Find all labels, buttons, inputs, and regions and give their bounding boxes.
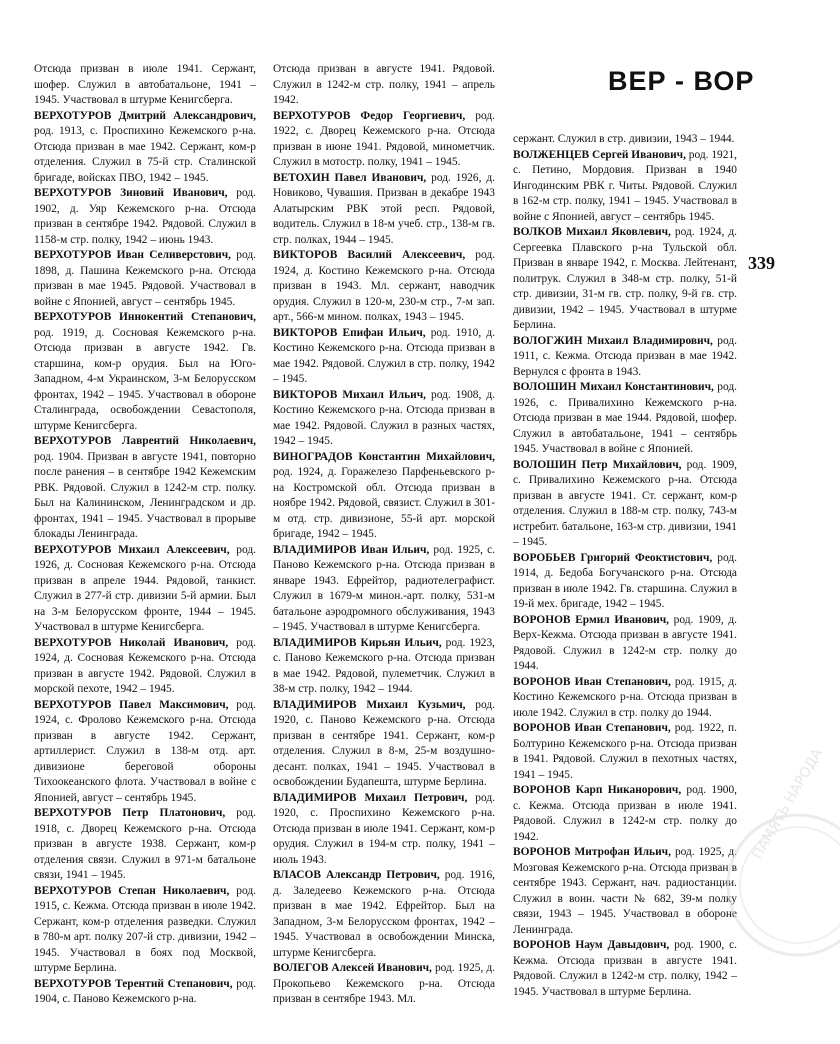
biography-text: сержант. Служил в стр. дивизии, 1943 – 1944. [513,133,735,145]
person-name: ВЕРХОТУРОВ Николай Иванович, [34,636,229,649]
person-name: ВОРОНОВ Иван Степанович, [513,722,671,734]
biography-entry [513,334,737,381]
biography-text: род. 1898, д. Пашина Кежемского р-на. Отсюда призван в мае 1945. Рядовой. Участвовал в войне с Японией, август – сентябрь 1945. [34,249,257,308]
biography-entry [513,845,737,938]
biography-entry [34,310,256,434]
person-name: ВИКТОРОВ Епифан Ильич, [273,326,426,339]
person-name: ВЛАДИМИРОВ Михаил Петрович, [273,791,468,804]
biography-entry [34,636,256,698]
biography-entry [34,543,256,636]
biography-text: род. 1921, с. Петино, Мордовия. Призван в 1940 Ингодинским РВК г. Читы. Рядовой. Служил в 162-м стр. полку, 1941 – 1945. Участвовал в войне с Японией, август – сентябрь 1945. [513,148,737,223]
biography-entry [513,675,737,722]
biography-text: род. 1924, д. Костино Кежемского р-на. Отсюда призван в 1943. Мл. сержант, наводчик орудия. Служил в 120-м, 230-м стр., 7-м зап. арт., 566-м мином. полках, 1943 – 1945. [273,249,495,323]
biography-text: род. 1925, д. Мозговая Кежемского р-на. Отсюда призван в сентябре 1943. Сержант, нач. радиостанции. Служил в воин. части № 682, 39-м полку связи, 1943 – 1945. Участвовал в обороне Ленинграда. [513,846,737,936]
biography-text: род. 1920, с. Проспихино Кежемского р-на. Отсюда призван в июле 1941. Сержант, ком-р орудия. Служил в 194-м стр. полку, 1941 – июль 1943. [273,791,495,866]
biography-entry [513,132,737,148]
biography-entry [34,109,256,187]
person-name: ВЕРХОТУРОВ Зиновий Иванович, [34,187,228,199]
biography-text: род. 1908, д. Костино Кежемского р-на. Отсюда призван в мае 1942. Рядовой. Служил в разных частях, 1942 – 1945. [273,388,495,447]
biography-text: род. 1915, с. Кежма. Отсюда призван в июле 1942. Сержант, ком-р отделения разведки. Служил в 780-м арт. полку 207-й стр. дивизии, 1942 – 1945. Участвовал в боях под Москвой, штурме Берлина. [34,884,256,974]
biography-entry [513,148,737,226]
biography-entry [273,171,495,249]
biography-entry [34,186,256,248]
person-name: ВОРОНОВ Ермил Иванович, [513,613,669,626]
person-name: ВЕРХОТУРОВ Федор Георгиевич, [273,109,466,122]
watermark-text: ПАМЯТЬ НАРОДА [749,746,826,862]
biography-text: род. 1911, с. Кежма. Отсюда призван в мае 1942. Вернулся с фронта в 1943. [513,334,737,378]
person-name: ВЛАДИМИРОВ Кирьян Ильич, [273,636,442,649]
person-name: ВЕРХОТУРОВ Лаврентий Николаевич, [34,435,256,447]
biography-entry [273,961,495,1008]
column-1 [34,62,256,1008]
person-name: ВОРОБЬЕВ Григорий Феоктистович, [513,551,713,564]
biography-entry [513,938,737,1000]
biography-text: род. 1924, д. Сосновая Кежемского р-на. Отсюда призван в августе 1942. Рядовой. Служил в морской пехоте, 1942 – 1945. [34,636,256,695]
biography-entry [513,551,737,613]
person-name: ВОЛОГЖИН Михаил Владимирович, [513,334,713,347]
column-2 [273,62,495,1008]
biography-text: род. 1910, д. Костино Кежемского р-на. Отсюда призван в мае 1942. Рядовой. Служил в стр. полку, 1942 – 1945. [273,326,495,385]
biography-text: род. 1922, п. Болтурино Кежемского р-на. Отсюда призван в 1941. Рядовой. Служил в пехотных частях, 1941 – 1945. [513,722,737,781]
biography-entry [273,109,495,171]
biography-text: род. 1923, с. Паново Кежемского р-на. Отсюда призван в мае 1942. Рядовой, пулеметчик. Служил в 38-м стр. полку, 1942 – 1944. [273,636,495,695]
biography-entry [34,698,256,807]
person-name: ВОРОНОВ Митрофан Ильич, [513,846,671,858]
biography-entry [273,450,495,543]
biography-text: род. 1900, с. Кежма. Отсюда призван в июле 1941. Рядовой. Служил в 1242-м стр. полку до 1942. [513,784,737,843]
biography-text: род. 1925, с. Паново Кежемского р-на. Отсюда призван в январе 1943. Ефрейтор, радиотелеграфист. Служил в 1679-м минон.-арт. полку, 531-м батальоне аэродромного обслуживания, 1943 – 1945. Участвовал в штурме Кенигсберга. [273,543,495,633]
person-name: ВОЛЖЕНЦЕВ Сергей Иванович, [513,148,686,161]
biography-entry [273,326,495,388]
person-name: ВЕРХОТУРОВ Иван Селиверстович, [34,249,232,261]
biography-entry [273,868,495,961]
person-name: ВОРОНОВ Карп Никанорович, [513,784,682,796]
person-name: ВИКТОРОВ Василий Алексеевич, [273,249,466,261]
biography-entry [34,62,256,109]
biography-entry [34,434,256,543]
biography-text: род. 1919, д. Сосновая Кежемского р-на. Отсюда призван в августе 1942. Гв. старшина, ком-р орудия. Был на Юго-Западном, 4-м Украинском, 3-м Белорусском фронтах, 1942 – 1945. Участвовал в обороне Сталинграда, освобождении Севастополя, штурме Кенигсберга. [34,326,256,432]
biography-text: род. 1925, д. Прокопьево Кежемского р-на. Отсюда призван в сентябре 1943. Мл. [273,962,495,1005]
biography-entry [273,636,495,698]
biography-entry [513,380,737,458]
biography-text: род. 1926, д. Сосновая Кежемского р-на. Отсюда призван в апреле 1944. Рядовой, танкист. Служил в 277-й стр. дивизии 5-й армии. Был на 3-м Белорусском фронте, 1944 – 1945. Участвовал в штурме Кенигсберга. [34,543,256,633]
person-name: ВЕРХОТУРОВ Терентий Степанович, [34,977,233,990]
biography-text: род. 1904, с. Паново Кежемского р-на. [34,977,256,1005]
biography-text: род. 1904. Призван в августе 1941, повторно после ранения – в сентябре 1942 Кежемским РВК. Рядовой. Служил в 1242-м стр. полку. Был на Калининском, Ленинградском и др. фронтах, 1941 – 1945. Участвовал в прорыве блокады Ленинграда. [34,450,256,540]
biography-entry [273,543,495,636]
person-name: ВОЛОШИН Михаил Константинович, [513,381,714,393]
person-name: ВЕТОХИН Павел Иванович, [273,171,427,184]
person-name: ВЕРХОТУРОВ Петр Платонович, [34,807,226,819]
biography-entry [273,791,495,869]
biography-text: род. 1924, с. Фролово Кежемского р-на. Отсюда призван в августе 1942. Сержант, артиллерист. Служил в 138-м отд. арт. дивизионе береговой обороны Тихоокеанского флота. Участвовал в войне с Японией, август – сентябрь 1945. [34,698,256,804]
biography-text: род. 1918, с. Дворец Кежемского р-на. Отсюда призван в августе 1938. Сержант, ком-р отделения связи. Служил в 971-м батальоне связи, 1941 – 1945. [34,807,256,881]
biography-text: род. 1909, д. Верх-Кежма. Отсюда призван в августе 1941. Рядовой. Служил в 1242-м стр. полку до 1944. [513,613,737,672]
person-name: ВЕРХОТУРОВ Павел Максимович, [34,698,229,711]
biography-entry [34,884,256,977]
biography-entry [273,698,495,791]
person-name: ВОРОНОВ Иван Степанович, [513,675,671,688]
biography-text: род. 1902, д. Уяр Кежемского р-на. Отсюда призван в сентябре 1942. Рядовой. Служил в 1158-м стр. полку, 1942 – июнь 1943. [34,187,256,246]
biography-text: род. 1924, д. Сергеевка Плавского р-на Тульской обл. Призван в январе 1942, г. Москва. Лейтенант, политрук. Служил в 348-м стр. полку, 51-й стр. дивизии, 31-м гв. стр. полку, 9-й гв. стр. дивизии, 1942 – 1945. Участвовал в штурме Берлина. [513,226,737,331]
person-name: ВЕРХОТУРОВ Дмитрий Александрович, [34,109,256,122]
biography-text: Отсюда призван в августе 1941. Рядовой. Служил в 1242-м стр. полку, 1941 – апрель 1942. [273,63,495,106]
person-name: ВИНОГРАДОВ Константин Михайлович, [273,450,495,463]
person-name: ВОЛЕГОВ Алексей Иванович, [273,962,432,974]
biography-entry [273,248,495,326]
biography-text: род. 1922, с. Дворец Кежемского р-на. Отсюда призван в июне 1941. Рядовой, минометчик. Служил в мотостр. полку, 1941 – 1945. [273,109,495,168]
person-name: ВЕРХОТУРОВ Степан Николаевич, [34,884,230,897]
biography-text: Отсюда призван в июле 1941. Сержант, шофер. Служил в автобатальоне, 1941 – 1945. Участвовал в штурме Кенигсберга. [34,63,256,106]
biography-text: род. 1920, с. Паново Кежемского р-на. Отсюда призван в сентябре 1941. Сержант, ком-р отделения. Служил в 8-м, 25-м воздушно-десант. полках, 1941 – 1945. Участвовал в освобождении Будапешта, штурме Берлина. [273,698,495,788]
biography-entry [513,721,737,783]
biography-text: род. 1926, д. Новиково, Чувашия. Призван в декабре 1943 Алатырским РВК этой респ. Рядовой, водитель. Служил в 18-м учеб. стр., 138-м гв. стр. полках, 1944 – 1945. [273,171,495,246]
biography-entry [273,62,495,109]
biography-text: род. 1914, д. Бедоба Богучанского р-на. Отсюда призван в июле 1942. Гв. старшина. Служил в 19-й мех. бригаде, 1942 – 1945. [513,551,737,610]
biography-text: род. 1916, д. Заледеево Кежемского р-на. Отсюда призван в мае 1942. Ефрейтор. Был на Западном, 3-м Белорусском фронтах, 1942 – 1945. Участвовал в освобождении Минска, штурме Кенигсберга. [273,869,496,959]
column-3 [513,132,737,1000]
biography-entry [34,977,256,1008]
person-name: ВЕРХОТУРОВ Михаил Алексеевич, [34,543,230,556]
watermark-stamp [720,746,840,1000]
person-name: ВЛАДИМИРОВ Михаил Кузьмич, [273,698,466,711]
biography-text: род. 1909, с. Привалихино Кежемского р-на. Отсюда призван в августе 1941. Ст. сержант, ком-р отделения. Служил в 188-м стр. полку, 743-м истребит. батальоне, 163-м стр. дивизии, 1941 – 1945. [513,458,738,548]
page-number: 339 [748,253,775,273]
person-name: ВЛАСОВ Александр Петрович, [273,869,440,881]
biography-text: род. 1915, д. Костино Кежемского р-на. Отсюда призван в июле 1942. Служил в стр. полку до 1944. [513,675,737,719]
biography-text: род. 1924, д. Горажелезо Парфеньевского р-на Костромской обл. Отсюда призван в ноябре 1942. Рядовой, связист. Служил в 301-м отд. стр. дивизионе, 55-й арт. морской бригаде, 1942 – 1945. [273,466,495,540]
biography-entry [513,613,737,675]
person-name: ВЕРХОТУРОВ Иннокентий Степанович, [34,311,256,323]
biography-entry [34,806,256,884]
person-name: ВОЛКОВ Михаил Яковлевич, [513,226,671,238]
person-name: ВИКТОРОВ Михаил Ильич, [273,388,426,401]
biography-text: род. 1913, с. Проспихино Кежемского р-на. Отсюда призван в мае 1942. Сержант, ком-р отделения. Служил в 75-й стр. Сталинской бригаде, войсках ПВО, 1942 – 1945. [34,125,256,184]
biography-text: род. 1900, с. Кежма. Отсюда призван в августе 1941. Рядовой. Служил в 1242-м стр. полку, 1942 – 1945. Участвовал в штурме Берлина. [513,939,737,998]
person-name: ВОРОНОВ Наум Давыдович, [513,939,670,951]
person-name: ВОЛОШИН Петр Михайлович, [513,458,682,471]
biography-entry [513,783,737,845]
person-name: ВЛАДИМИРОВ Иван Ильич, [273,543,430,556]
biography-entry [273,388,495,450]
biography-entry [513,225,737,334]
biography-entry [34,248,256,310]
section-title: ВЕР - ВОР [608,66,755,96]
biography-text: род. 1926, с. Привалихино Кежемского р-на. Отсюда призван в мае 1944. Рядовой, шофер. Служил в автобатальоне, 1941 – сентябрь 1945. Участвовал в войне с Японией. [513,381,737,455]
biography-entry [513,458,737,551]
